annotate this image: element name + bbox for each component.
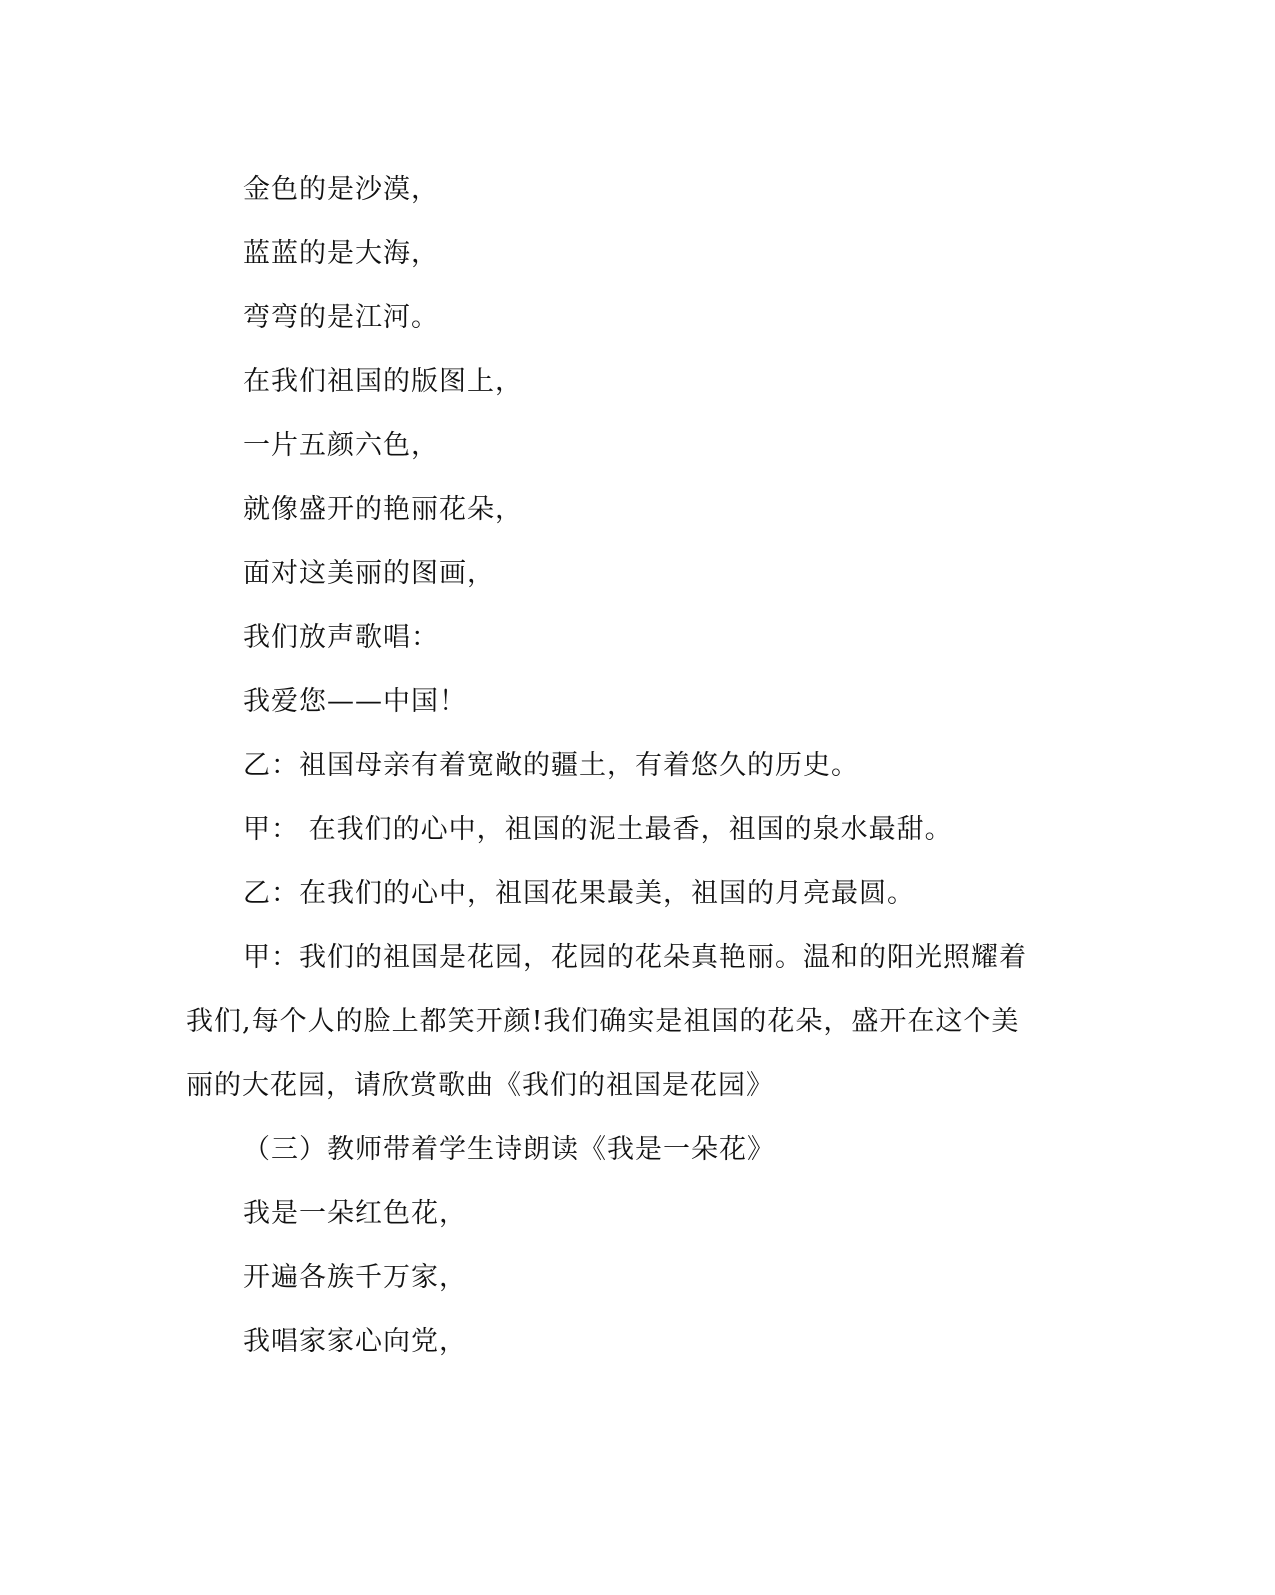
poem-line: 就像盛开的艳丽花朵， <box>243 494 523 525</box>
poem-line: 开遍各族千万家， <box>243 1262 467 1293</box>
poem-line: 我唱家家心向党， <box>243 1326 467 1357</box>
dialogue-line: 乙：祖国母亲有着宽敞的疆土，有着悠久的历史。 <box>243 750 859 781</box>
poem-line: 我是一朵红色花， <box>243 1198 467 1229</box>
dialogue-line: 我们,每个人的脸上都笑开颜!我们确实是祖国的花朵，盛开在这个美 <box>186 1006 1020 1037</box>
poem-line: 蓝蓝的是大海， <box>243 238 439 269</box>
poem-line: 面对这美丽的图画， <box>243 558 495 589</box>
dialogue-line: 甲：我们的祖国是花园，花园的花朵真艳丽。温和的阳光照耀着 <box>243 942 1027 973</box>
poem-line: 我爱您——中国！ <box>243 686 467 717</box>
poem-line: 金色的是沙漠， <box>243 174 439 205</box>
poem-line: 我们放声歌唱： <box>243 622 439 653</box>
poem-line: 在我们祖国的版图上， <box>243 366 523 397</box>
poem-line: 一片五颜六色， <box>243 430 439 461</box>
dialogue-line: 甲： 在我们的心中，祖国的泥土最香，祖国的泉水最甜。 <box>243 814 953 845</box>
poem-line: 弯弯的是江河。 <box>243 302 439 333</box>
dialogue-line: 丽的大花园，请欣赏歌曲《我们的祖国是花园》 <box>186 1070 774 1101</box>
section-heading: （三）教师带着学生诗朗读《我是一朵花》 <box>243 1134 775 1165</box>
dialogue-line: 乙：在我们的心中，祖国花果最美，祖国的月亮最圆。 <box>243 878 915 909</box>
